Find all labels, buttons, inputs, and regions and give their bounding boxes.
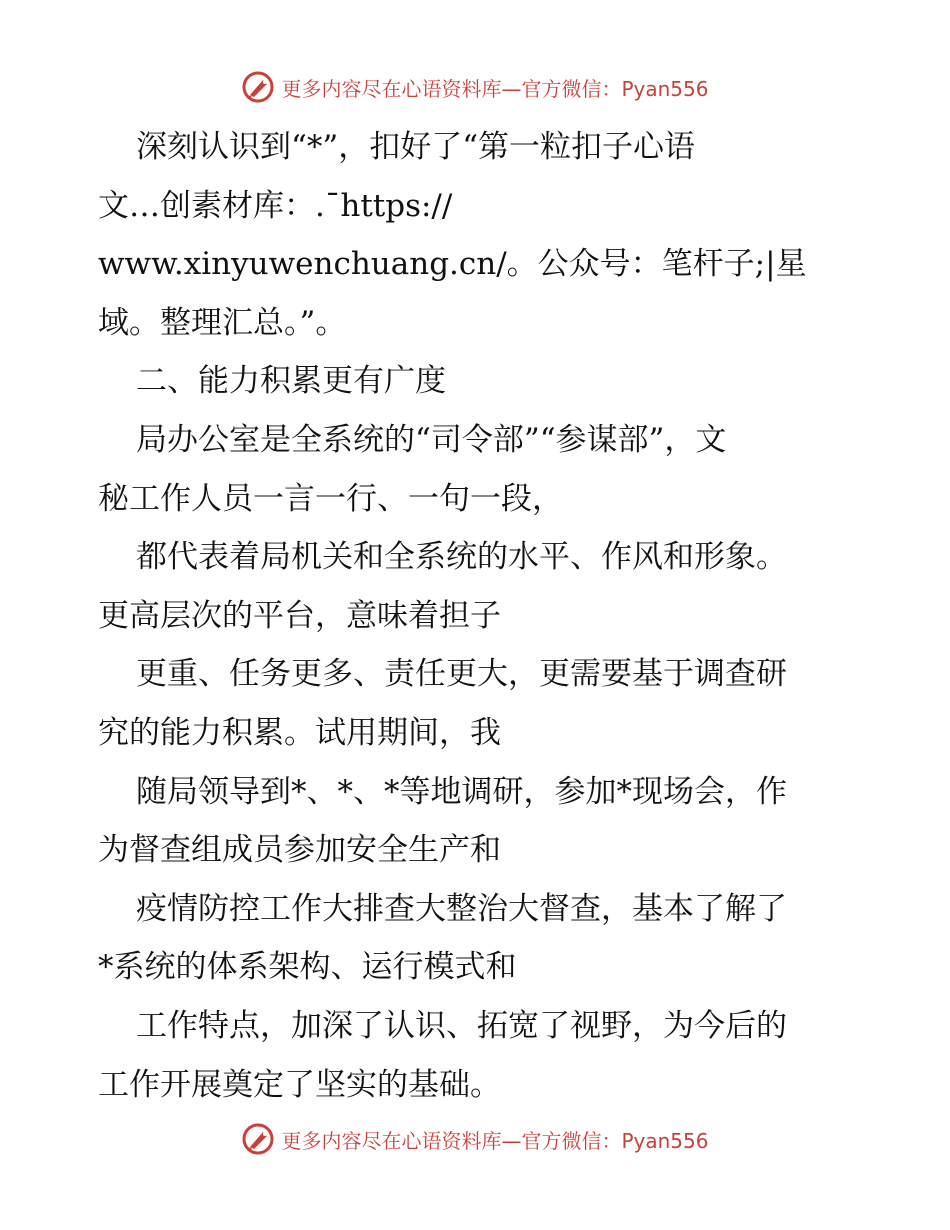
body-text-line: 究的能力积累。试用期间，我 xyxy=(98,714,501,751)
body-text-line: 秘工作人员一言一行、一句一段， xyxy=(98,480,563,517)
body-text-line: 随局领导到*、*、*等地调研，参加*现场会，作 xyxy=(136,773,787,810)
body-text-line: 深刻认识到“*”，扣好了“第一粒扣子心语 xyxy=(136,129,696,165)
body-text-line: 更重、任务更多、责任更大，更需要基于调查研 xyxy=(136,656,787,693)
pen-nib-circle-icon xyxy=(241,1122,275,1156)
document-body xyxy=(98,118,858,1114)
body-text-line: 都代表着局机关和全系统的水平、作风和形象。 xyxy=(136,539,787,576)
body-text-line: *系统的体系架构、运行模式和 xyxy=(98,949,517,986)
header-banner-text: 更多内容尽在心语资料库—官方微信：Pyan556 xyxy=(281,76,709,101)
body-text-line: 疫情防控工作大排查大整治大督查，基本了解了 xyxy=(136,890,787,927)
body-text-line: 为督查组成员参加安全生产和 xyxy=(98,832,501,869)
body-text-line: 工作特点，加深了认识、拓宽了视野，为今后的 xyxy=(136,1007,787,1044)
body-text-line: www.xinyuwenchuang.cn/。公众号：笔杆子;|星 xyxy=(98,246,807,283)
body-text-line: 文…创素材库：.¯https:// xyxy=(98,187,453,224)
pen-nib-circle-icon xyxy=(241,70,275,104)
body-text-line: 域。整理汇总。”。 xyxy=(98,304,347,341)
header-banner xyxy=(0,70,950,104)
body-text-line: 二、能力积累更有广度 xyxy=(136,363,446,400)
body-text-line: 局办公室是全系统的“司令部”“参谋部”，文 xyxy=(136,421,727,458)
footer-banner xyxy=(0,1122,950,1156)
footer-banner-text: 更多内容尽在心语资料库—官方微信：Pyan556 xyxy=(281,1128,709,1153)
body-text-line: 工作开展奠定了坚实的基础。 xyxy=(98,1066,501,1103)
body-text-line: 更高层次的平台，意味着担子 xyxy=(98,597,501,634)
